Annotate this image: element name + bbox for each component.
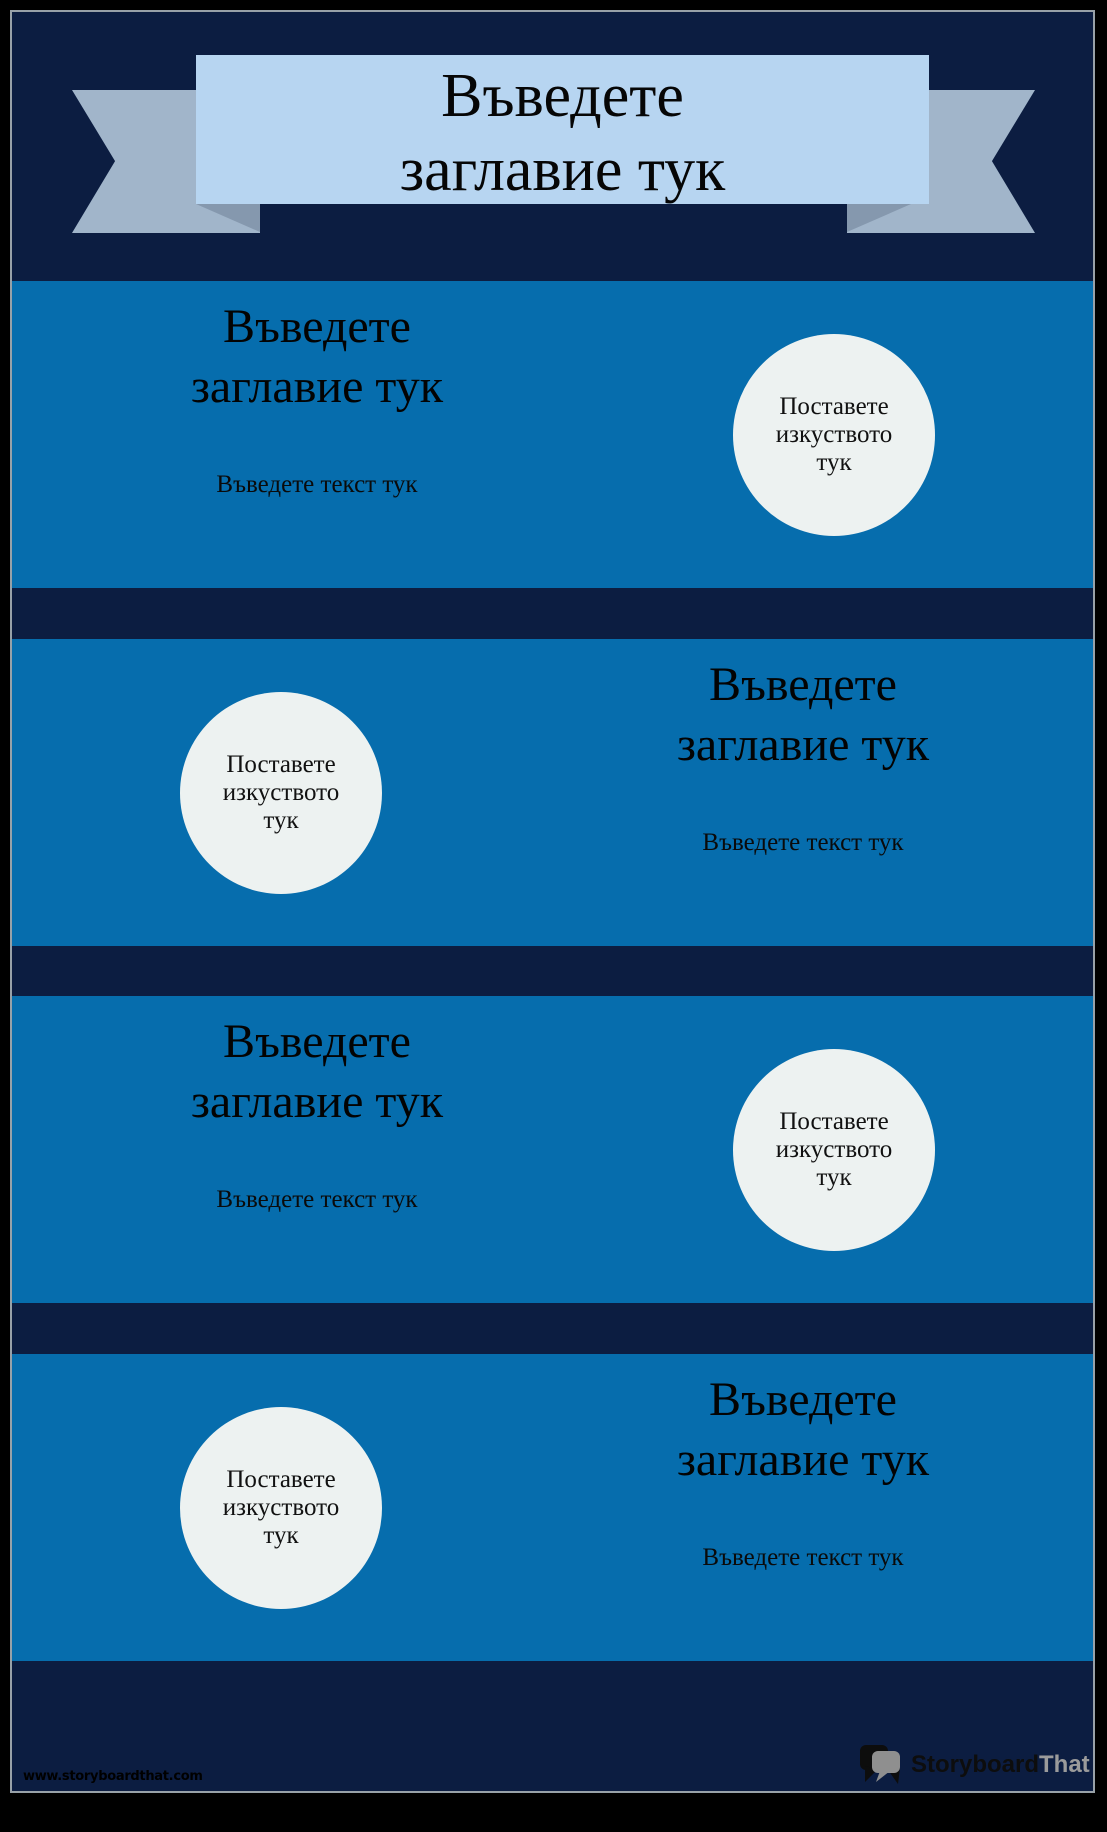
section-4-title [618, 1370, 988, 1490]
section-3-body-text: Въведете текст тук [216, 1186, 418, 1213]
section-1-title [132, 297, 502, 417]
section-3 [12, 996, 1093, 1303]
section-2-title-line1: Въведете [709, 658, 897, 711]
website-url: www.storyboardthat.com [23, 1769, 203, 1784]
logo-wordmark [911, 1751, 1090, 1779]
section-1-art-line2: изкуството [775, 421, 893, 448]
banner-title-line1: Въведете [441, 62, 684, 130]
section-2-art-placeholder [180, 692, 382, 894]
section-2-art-label [223, 751, 339, 835]
logo-storyboard-text: Storyboard [911, 1751, 1040, 1778]
section-2-art-line3: тук [263, 807, 299, 834]
section-1-title-line1: Въведете [223, 300, 411, 353]
section-1-title-line2: заглавие тук [190, 360, 444, 413]
banner-title-panel [196, 55, 929, 204]
section-4-body-text: Въведете текст тук [702, 1544, 904, 1571]
section-3-art-line1: Поставете [779, 1108, 889, 1135]
section-3-art-label [776, 1108, 892, 1192]
section-2-art-line2: изкуството [222, 779, 340, 806]
section-4-title-line2: заглавие тук [676, 1433, 930, 1486]
logo-that-text: That [1039, 1751, 1090, 1778]
section-4-art-line1: Поставете [226, 1466, 336, 1493]
section-4-title-line1: Въведете [709, 1373, 897, 1426]
section-4 [12, 1354, 1093, 1661]
section-3-title-line1: Въведете [223, 1015, 411, 1068]
section-2-title [618, 655, 988, 775]
section-1-art-line3: тук [816, 449, 852, 476]
section-2 [12, 639, 1093, 946]
storyboardthat-logo [858, 1741, 1090, 1789]
section-3-title [132, 1012, 502, 1132]
section-1-art-placeholder [733, 334, 935, 536]
section-2-art-line1: Поставете [226, 751, 336, 778]
section-1-body-text: Въведете текст тук [216, 471, 418, 498]
section-4-art-placeholder [180, 1407, 382, 1609]
section-1-art-label [776, 393, 892, 477]
section-3-art-line2: изкуството [775, 1136, 893, 1163]
section-4-art-line3: тук [263, 1522, 299, 1549]
section-3-art-line3: тук [816, 1164, 852, 1191]
section-3-art-placeholder [733, 1049, 935, 1251]
section-4-art-line2: изкуството [222, 1494, 340, 1521]
banner-title-line2: заглавие тук [399, 136, 726, 204]
section-4-art-label [223, 1466, 339, 1550]
poster-canvas [10, 10, 1095, 1793]
section-2-body-text: Въведете текст тук [702, 829, 904, 856]
section-1 [12, 281, 1093, 588]
section-2-title-line2: заглавие тук [676, 718, 930, 771]
section-1-art-line1: Поставете [779, 393, 889, 420]
section-3-title-line2: заглавие тук [190, 1075, 444, 1128]
speech-bubbles-icon [858, 1742, 906, 1788]
